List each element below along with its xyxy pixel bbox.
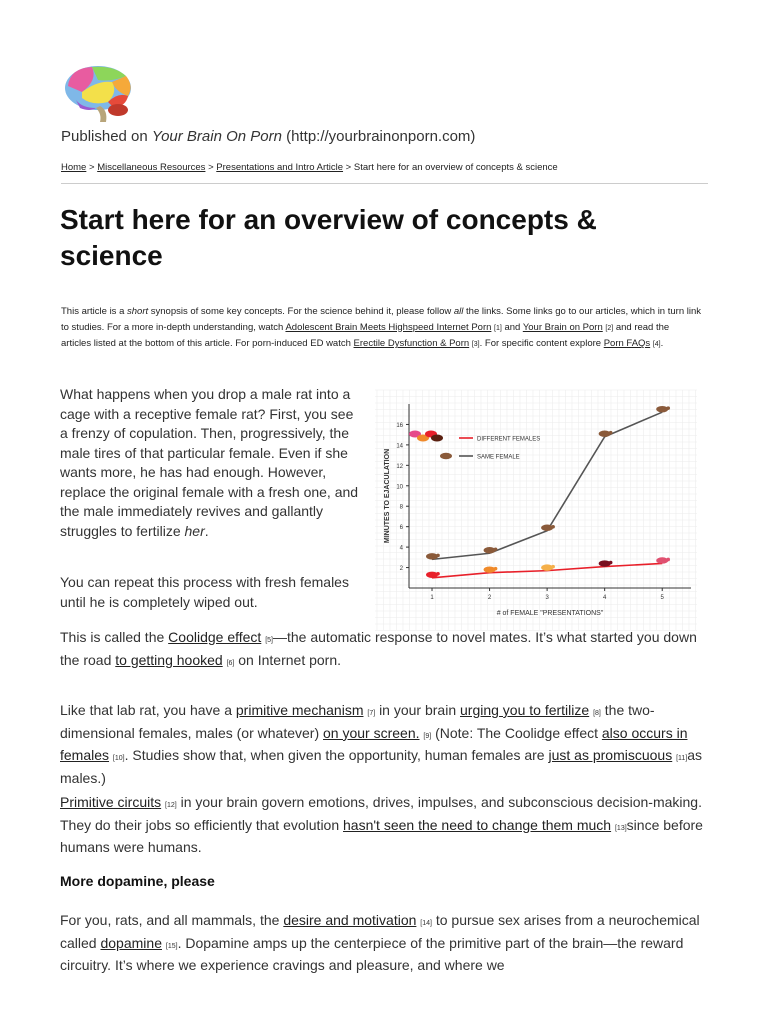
rat-marker xyxy=(599,560,611,566)
y-tick-label: 4 xyxy=(399,545,403,552)
divider xyxy=(61,183,708,184)
rat-marker xyxy=(656,557,668,563)
breadcrumb-misc-link[interactable]: Miscellaneous Resources xyxy=(97,162,206,173)
rat-marker-head xyxy=(494,567,498,571)
section-heading-dopamine: More dopamine, please xyxy=(60,873,215,889)
breadcrumb: Home > Miscellaneous Resources > Presentations and Intro Article > Start here for an overview of concepts & science xyxy=(61,162,558,173)
x-tick-label: 5 xyxy=(660,595,664,601)
link-just-as-promiscuous[interactable]: just as promiscuous xyxy=(548,747,673,763)
link-porn-faqs[interactable]: Porn FAQs xyxy=(603,338,651,349)
rat-marker-head xyxy=(609,431,613,435)
rat-marker xyxy=(484,566,496,572)
rat-marker xyxy=(599,431,611,437)
legend-label-same: SAME FEMALE xyxy=(477,454,520,461)
x-tick-label: 3 xyxy=(545,595,549,601)
breadcrumb-home-link[interactable]: Home xyxy=(61,162,87,173)
paragraph-primitive-circuits: Primitive circuits [12] in your brain govern emotions, drives, impulses, and subconscious decision-making. They do their jobs so efficiently that evolution hasn't seen the need to change them much [13]since before humans were humans. xyxy=(60,794,703,855)
link-dopamine[interactable]: dopamine xyxy=(100,934,162,951)
brain-logo-icon xyxy=(62,62,136,124)
site-name: Your Brain On Porn xyxy=(151,128,282,145)
rat-marker-head xyxy=(666,558,670,562)
rat-marker xyxy=(541,564,553,570)
y-tick-label: 8 xyxy=(399,504,403,511)
link-urging-fertilize[interactable]: urging you to fertilize xyxy=(460,702,590,718)
x-axis-label: # of FEMALE "PRESENTATIONS" xyxy=(496,610,604,617)
link-your-brain-on-porn[interactable]: Your Brain on Porn xyxy=(522,321,603,333)
y-tick-label: 10 xyxy=(396,484,403,491)
rat-marker xyxy=(426,553,438,559)
y-axis-label: MINUTES TO EJACULATION xyxy=(384,448,391,544)
y-tick-label: 12 xyxy=(396,463,403,470)
published-line: Published on Your Brain On Porn (http://yourbrainonporn.com) xyxy=(61,128,476,145)
page-title: Start here for an overview of concepts & science xyxy=(60,204,597,271)
link-need-to-change[interactable]: hasn't seen the need to change them much xyxy=(343,816,612,833)
paragraph-repeat: You can repeat this process with fresh females until he is completely wiped out. xyxy=(60,574,349,610)
rat-marker-head xyxy=(551,565,555,569)
rat-marker-head xyxy=(436,572,440,576)
y-tick-label: 14 xyxy=(396,443,403,450)
coolidge-chart xyxy=(371,386,701,634)
link-coolidge-effect[interactable]: Coolidge effect xyxy=(168,629,262,645)
chart-svg xyxy=(371,386,701,634)
paragraph-dopamine: For you, rats, and all mammals, the desire and motivation [14] to pursue sex arises from a neurochemical called dopamine [15]. Dopamine amps up the centerpiece of the primitive part of the brain—the reward circuitry. It’s where we experience cravings and pleasure, and where we xyxy=(60,912,700,973)
x-tick-label: 4 xyxy=(603,595,607,601)
site-url: (http://yourbrainonporn.com) xyxy=(286,128,476,145)
link-adolescent-brain[interactable]: Adolescent Brain Meets Highspeed Internet Porn xyxy=(285,321,492,333)
breadcrumb-presentations-link[interactable]: Presentations and Intro Article xyxy=(216,162,344,173)
link-on-your-screen[interactable]: on your screen. xyxy=(323,724,420,741)
link-getting-hooked[interactable]: to getting hooked xyxy=(115,651,223,668)
breadcrumb-current: Start here for an overview of concepts & science xyxy=(353,162,558,173)
x-tick-label: 1 xyxy=(430,595,434,601)
paragraph-coolidge: This is called the Coolidge effect [5]—the automatic response to novel mates. It’s what started you down the road to getting hooked [6] on Internet porn. xyxy=(60,629,697,668)
link-primitive-mechanism[interactable]: primitive mechanism xyxy=(235,702,364,718)
series-line-1 xyxy=(432,412,662,559)
link-primitive-circuits[interactable]: Primitive circuits xyxy=(60,794,162,810)
paragraph-lab-rat: Like that lab rat, you have a primitive mechanism [7] in your brain urging you to fertilize [8] the two-dimensional females, males (or whatever) on your screen. [9] (Note: The Coolidge effect also occurs in females [10]. Studies show that, when given the opportunity, human females are just as promiscuous [11]as males.) xyxy=(60,702,703,786)
legend-rat xyxy=(431,435,443,442)
rat-marker xyxy=(426,572,438,578)
link-erectile-dysfunction[interactable]: Erectile Dysfunction & Porn xyxy=(353,338,470,349)
x-tick-label: 2 xyxy=(487,595,492,601)
rat-marker-head xyxy=(551,525,555,529)
link-occurs-in-females[interactable]: also occurs in females xyxy=(60,724,688,763)
y-tick-label: 6 xyxy=(399,525,403,532)
link-desire-motivation[interactable]: desire and motivation xyxy=(283,912,417,928)
y-tick-label: 2 xyxy=(399,566,403,573)
rat-marker-head xyxy=(666,406,670,410)
rat-marker xyxy=(541,525,553,531)
rat-marker-head xyxy=(436,554,440,558)
rat-marker-head xyxy=(494,547,498,551)
y-tick-label: 16 xyxy=(396,422,403,429)
legend-rat xyxy=(440,453,452,459)
legend-label-different: DIFFERENT FEMALES xyxy=(477,436,541,443)
rat-marker-head xyxy=(609,561,613,565)
rat-marker xyxy=(656,406,668,412)
intro-paragraph: This article is a short synopsis of some key concepts. For the science behind it, please follow all the links. Some links go to our articles, which in turn link to studies. For a more in-depth understanding, watch Adolescent Brain Meets Highspeed Internet Porn [1] and Your Brain on Porn [2] and read the articles listed at the bottom of this article. For porn-induced ED watch Erectile Dysfunction & Porn [3]. For specific content explore Porn FAQs [4]. xyxy=(61,306,701,349)
rat-marker xyxy=(484,547,496,553)
paragraph-rat: What happens when you drop a male rat into a cage with a receptive female rat? First, you see a frenzy of copulation. Then, progressively, the male tires of that particular female. Even if she wants more, he has had enough. However, replace the original female with a fresh one, and the male immediately revives and gallantly struggles to fertilize her. xyxy=(60,386,359,539)
